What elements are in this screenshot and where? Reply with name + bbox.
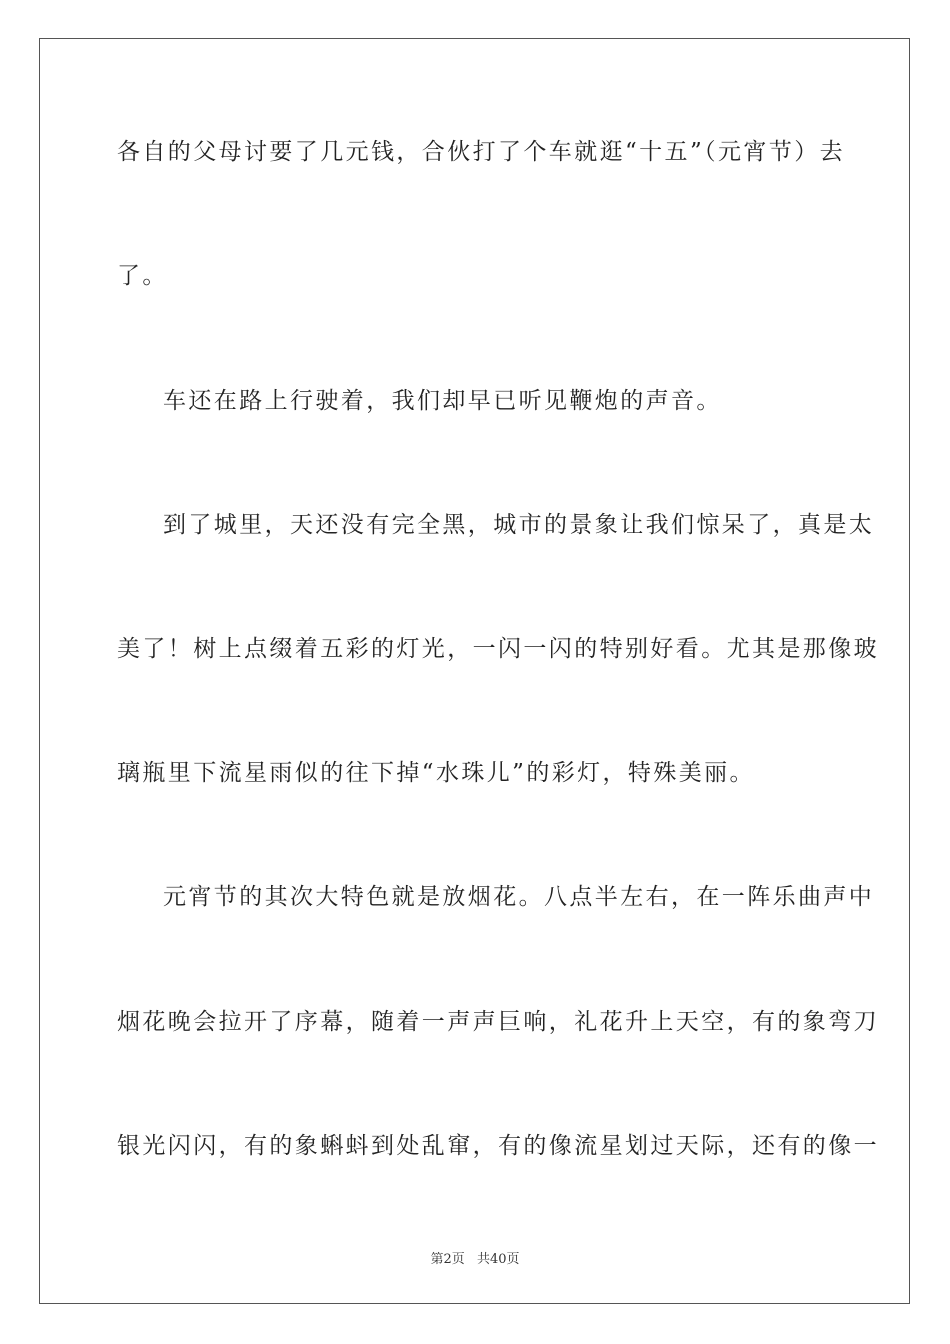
text-line-9: 银光闪闪，有的象蝌蚪到处乱窜，有的像流星划过天际，还有的像一 xyxy=(117,1133,879,1159)
text-line-8: 烟花晚会拉开了序幕，随着一声声巨响，礼花升上天空，有的象弯刀 xyxy=(117,1009,879,1035)
page-frame xyxy=(39,38,910,1304)
page-number: 第2页 xyxy=(430,1252,465,1267)
text-line-5: 美了！树上点缀着五彩的灯光，一闪一闪的特别好看。尤其是那像玻 xyxy=(117,636,879,662)
text-line-6: 璃瓶里下流星雨似的往下掉“水珠儿”的彩灯，特殊美丽。 xyxy=(117,760,755,786)
page-footer xyxy=(0,1248,950,1267)
text-line-4: 到了城里，天还没有完全黑，城市的景象让我们惊呆了，真是太 xyxy=(163,512,875,538)
text-line-2: 了。 xyxy=(117,263,168,289)
text-line-7: 元宵节的其次大特色就是放烟花。八点半左右，在一阵乐曲声中 xyxy=(163,884,875,910)
page-total: 共40页 xyxy=(476,1252,520,1267)
text-line-1: 各自的父母讨要了几元钱，合伙打了个车就逛“十五”（元宵节）去 xyxy=(117,139,846,165)
text-line-3: 车还在路上行驶着，我们却早已听见鞭炮的声音。 xyxy=(163,388,722,414)
